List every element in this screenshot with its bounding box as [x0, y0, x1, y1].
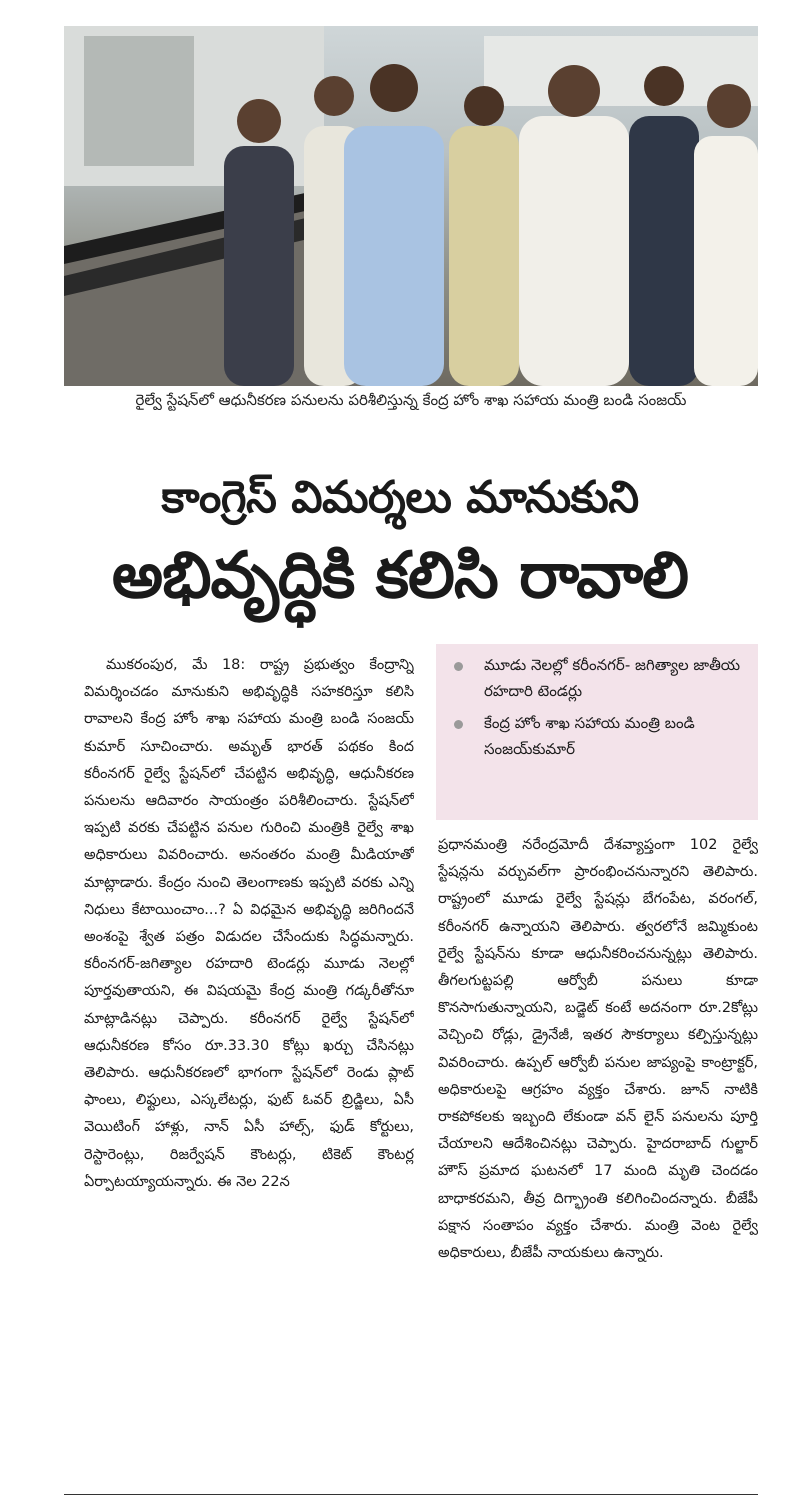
highlight-item	[450, 710, 748, 762]
bullet-icon	[454, 720, 463, 729]
bullet-icon	[454, 662, 463, 671]
article-paragraph: ముకరంపుర, మే 18: రాష్ట్ర ప్రభుత్వం కేంద్రాన్ని విమర్శించడం మానుకుని అభివృద్ధికి సహకరిస్తూ కలిసి రావాలని కేంద్ర హోం శాఖ సహాయ మంత్రి బండి సంజయ్ కుమార్ సూచించారు. అమృత్ భారత్ పథకం కింద కరీంనగర్ రైల్వే స్టేషన్‌లో చేపట్టిన అభివృద్ధి, ఆధునీకరణ పనులను ఆదివారం సాయంత్రం పరిశీలించారు. స్టేషన్‌లో ఇప్పటి వరకు చేపట్టిన పనుల గురించి మంత్రికి రైల్వే శాఖ అధికారులు వివరించారు. అనంతరం మంత్రి మీడియాతో మాట్లాడారు. కేంద్రం నుంచి తెలంగాణకు ఇప్పటి వరకు ఎన్ని నిధులు కేటాయించాం...? ఏ విధమైన అభివృద్ధి జరిగిందనే అంశంపై శ్వేత పత్రం విడుదల చేసేందుకు సిద్ధమన్నారు. కరీంనగర్-జగిత్యాల రహదారి టెండర్లు మూడు నెలల్లో పూర్తవుతాయని, ఈ విషయమై కేంద్ర మంత్రి గడ్కరీతోనూ మాట్లాడినట్లు చెప్పారు. కరీంనగర్ రైల్వే స్టేషన్‌లో ఆధునీకరణ కోసం రూ.33.30 కోట్లు ఖర్చు చేసినట్లు తెలిపారు. ఆధునీకరణలో భాగంగా స్టేషన్‌లో రెండు ప్లాట్ ఫాంలు, లిఫ్టులు, ఎస్కలేటర్లు, ఫుట్ ఓవర్ బ్రిడ్జిలు, ఏసీ వెయిటింగ్ హాళ్లు, నాన్ ఏసీ హాల్స్, ఫుడ్ కోర్టులు, రెస్టారెంట్లు, రిజర్వేషన్ కౌంటర్లు, టికెట్ కౌంటర్ల ఏర్పాటయ్యాయన్నారు. ఈ నెల 22న	[84, 657, 414, 1190]
photo-caption: రైల్వే స్టేషన్‌లో ఆధునీకరణ పనులను పరిశీలిస్తున్న కేంద్ర హోం శాఖ సహాయ మంత్రి బండి సంజయ్	[135, 391, 687, 409]
article-column-left	[84, 652, 414, 1472]
news-photo	[64, 26, 758, 386]
news-photo-illustration	[64, 26, 758, 386]
bottom-divider	[64, 1494, 758, 1495]
article-column-right	[438, 832, 758, 1472]
headline-main: అభివృద్ధికి కలిసి రావాలి	[111, 539, 689, 613]
highlight-item	[450, 652, 748, 704]
headline-kicker: కాంగ్రెస్ విమర్శలు మానుకుని	[161, 472, 639, 523]
highlight-text: కేంద్ర హోం శాఖ సహాయ మంత్రి బండి సంజయ్‌కుమార్	[484, 714, 695, 758]
highlight-text: మూడు నెలల్లో కరీంనగర్- జగిత్యాల జాతీయ రహదారి టెండర్లు	[484, 656, 741, 700]
highlights-box	[436, 644, 758, 820]
article-paragraph: ప్రధానమంత్రి నరేంద్రమోదీ దేశవ్యాప్తంగా 102 రైల్వే స్టేషన్లను వర్చువల్‌గా ప్రారంభించనున్నారని తెలిపారు. రాష్ట్రంలో మూడు రైల్వే స్టేషన్లు బేగంపేట, వరంగల్, కరీంనగర్ ఉన్నాయని తెలిపారు. త్వరలోనే జమ్మికుంట రైల్వే స్టేషన్‌ను కూడా ఆధునీకరించనున్నట్లు తెలిపారు. తీగలగుట్టపల్లి ఆర్వోబీ పనులు కూడా కొనసాగుతున్నాయని, బడ్జెట్ కంటే అదనంగా రూ.2కోట్లు వెచ్చించి రోడ్లు, డ్రైనేజీ, ఇతర సౌకర్యాలు కల్పిస్తున్నట్లు వివరించారు. ఉప్పల్ ఆర్వోబీ పనుల జాప్యంపై కాంట్రాక్టర్, అధికారులపై ఆగ్రహం వ్యక్తం చేశారు. జూన్ నాటికి రాకపోకలకు ఇబ్బంది లేకుండా వన్ లైన్ పనులను పూర్తి చేయాలని ఆదేశించినట్లు చెప్పారు. హైదరాబాద్ గుల్జార్ హౌస్ ప్రమాద ఘటనలో 17 మంది మృతి చెందడం బాధాకరమని, తీవ్ర దిగ్భ్రాంతి కలిగించిందన్నారు. బీజేపీ పక్షాన సంతాపం వ్యక్తం చేశారు. మంత్రి వెంట రైల్వే అధికారులు, బీజేపీ నాయకులు ఉన్నారు.	[438, 837, 758, 1262]
